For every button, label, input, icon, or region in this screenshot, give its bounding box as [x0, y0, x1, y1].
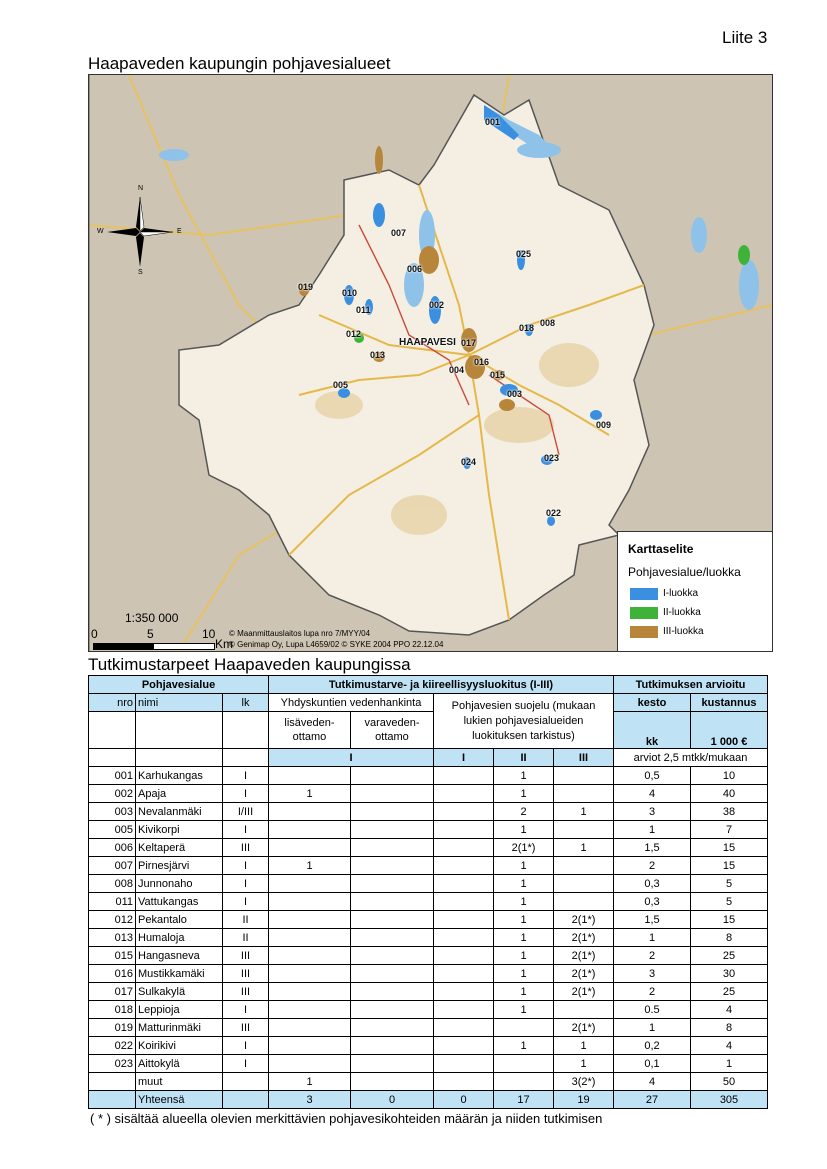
page-label: Liite 3: [722, 28, 768, 47]
total-label: Yhteensä: [136, 1091, 223, 1109]
cell-lk: [223, 1073, 269, 1091]
cell-lk: I: [223, 857, 269, 875]
cell-kesto: 1,5: [614, 839, 691, 857]
cell-nro: 018: [89, 1001, 136, 1019]
cell-vara: [351, 893, 434, 911]
cell-kust: 30: [691, 965, 768, 983]
area-label: 007: [391, 228, 407, 238]
cell-s2: 1: [494, 875, 554, 893]
cell-vara: [351, 839, 434, 857]
cell-lisa: [269, 875, 351, 893]
cell-vara: [351, 785, 434, 803]
cell-kesto: 1: [614, 1019, 691, 1037]
cell-s1: [434, 767, 494, 785]
cell-nimi: Leppioja: [136, 1001, 223, 1019]
cell-s1: [434, 929, 494, 947]
cell-nimi: Mustikkamäki: [136, 965, 223, 983]
table-row: [89, 1001, 768, 1019]
cell-kesto: 3: [614, 965, 691, 983]
cell-kust: 7: [691, 821, 768, 839]
header-area: Pohjavesialue: [89, 676, 269, 694]
cell-s2: [494, 1073, 554, 1091]
scale-ratio: 1:350 000: [125, 611, 179, 625]
cell-kust: 40: [691, 785, 768, 803]
cell-vara: [351, 1073, 434, 1091]
header-nro: nro: [89, 694, 136, 712]
cell-s2: 1: [494, 965, 554, 983]
cell-s3: 2(1*): [554, 965, 614, 983]
header-class-III: III: [554, 749, 614, 767]
cell-s3: [554, 893, 614, 911]
table-row: [89, 911, 768, 929]
cell-lk: I: [223, 1037, 269, 1055]
cell-kust: 10: [691, 767, 768, 785]
table-row: [89, 821, 768, 839]
area-label: 008: [540, 318, 556, 328]
cell-kesto: 1: [614, 821, 691, 839]
cell-lk: I/III: [223, 803, 269, 821]
cell-lisa: [269, 1055, 351, 1073]
cell-vara: [351, 1019, 434, 1037]
table-row: [89, 1037, 768, 1055]
cell-kust: 15: [691, 911, 768, 929]
cell-nro: 017: [89, 983, 136, 1001]
cell-kesto: 0,3: [614, 893, 691, 911]
cell-s3: 1: [554, 1055, 614, 1073]
table-row: [89, 839, 768, 857]
cell-s3: 2(1*): [554, 929, 614, 947]
scale-tick: 0: [91, 627, 98, 641]
cell-s1: [434, 785, 494, 803]
cell-kesto: 1,5: [614, 911, 691, 929]
cell-nimi: Junnonaho: [136, 875, 223, 893]
cell-s3: 3(2*): [554, 1073, 614, 1091]
cell-lk: II: [223, 929, 269, 947]
cell-vara: [351, 1001, 434, 1019]
cell-vara: [351, 857, 434, 875]
cell-kust: 8: [691, 1019, 768, 1037]
cell-vara: [351, 947, 434, 965]
cell-s1: [434, 803, 494, 821]
footnote: ( * ) sisältää alueella olevien merkittävien pohjavesikohteiden määrän ja niiden tutkimisen: [90, 1111, 603, 1126]
cell-s3: [554, 1001, 614, 1019]
cell-vara: [351, 875, 434, 893]
cell-lk: III: [223, 839, 269, 857]
cell-s1: [434, 1037, 494, 1055]
cell-nro: 022: [89, 1037, 136, 1055]
table-row: [89, 929, 768, 947]
scale-bar-graphic: [93, 643, 215, 650]
cell-kesto: 0.5: [614, 1001, 691, 1019]
table-row: [89, 857, 768, 875]
cell-nimi: Keltaperä: [136, 839, 223, 857]
table-row: [89, 1073, 768, 1091]
cell-s2: 1: [494, 983, 554, 1001]
cell-s2: 1: [494, 1037, 554, 1055]
area-label: 010: [342, 288, 358, 298]
cell-lisa: 1: [269, 785, 351, 803]
legend-swatch: [630, 626, 658, 638]
cell-s1: [434, 965, 494, 983]
cell-vara: [351, 929, 434, 947]
table-row: [89, 947, 768, 965]
cell-kesto: 0,2: [614, 1037, 691, 1055]
cell-nimi: Nevalanmäki: [136, 803, 223, 821]
cell-vara: [351, 911, 434, 929]
map-title: Haapaveden kaupungin pohjavesialueet: [88, 54, 391, 73]
cell-nro: 008: [89, 875, 136, 893]
cell-lisa: [269, 1037, 351, 1055]
table-row: [89, 983, 768, 1001]
header-row: [89, 676, 768, 694]
cell-lisa: [269, 839, 351, 857]
cell: [223, 749, 269, 767]
cell-lk: III: [223, 983, 269, 1001]
header-arviot: arviot 2,5 mtkk/mukaan: [614, 749, 768, 767]
header-needs: Tutkimustarve- ja kiireellisyysluokitus (I-III): [269, 676, 614, 694]
total-s1: 0: [434, 1091, 494, 1109]
cell-lisa: [269, 929, 351, 947]
compass-rose: [97, 185, 182, 277]
total-kust: 305: [691, 1091, 768, 1109]
cell: [136, 749, 223, 767]
cell-nro: 019: [89, 1019, 136, 1037]
header-vara: varaveden-ottamo: [351, 712, 434, 749]
cell-lk: I: [223, 785, 269, 803]
cell-kesto: 2: [614, 983, 691, 1001]
cell-lisa: [269, 767, 351, 785]
cell-nro: 011: [89, 893, 136, 911]
cell-s2: 1: [494, 893, 554, 911]
table-row: [89, 785, 768, 803]
area-label: 009: [596, 420, 612, 430]
cell-s3: [554, 875, 614, 893]
header-yhd: Yhdyskuntien vedenhankinta: [269, 694, 434, 712]
cell-nro: 023: [89, 1055, 136, 1073]
header-nimi: nimi: [136, 694, 223, 712]
cell-s3: [554, 785, 614, 803]
cell-nimi: Kivikorpi: [136, 821, 223, 839]
cell-kust: 25: [691, 947, 768, 965]
table-row: [89, 1055, 768, 1073]
total-s3: 19: [554, 1091, 614, 1109]
area-label: 023: [544, 453, 560, 463]
cell-lk: I: [223, 1055, 269, 1073]
cell-s1: [434, 893, 494, 911]
header-lisa: lisäveden-ottamo: [269, 712, 351, 749]
cell-s2: 1: [494, 911, 554, 929]
cell: [89, 1091, 136, 1109]
cell-lisa: [269, 947, 351, 965]
cell-nimi: Pirnesjärvi: [136, 857, 223, 875]
map-copyright: [229, 628, 443, 650]
table-row: [89, 875, 768, 893]
legend-title: Karttaselite: [628, 542, 694, 556]
cell-kust: 4: [691, 1001, 768, 1019]
cell-vara: [351, 767, 434, 785]
area-label: 025: [516, 249, 532, 259]
cell-s1: [434, 875, 494, 893]
area-label: 006: [407, 264, 423, 274]
area-label: 018: [519, 323, 535, 333]
cell-s2: 1: [494, 947, 554, 965]
header-kust: kustannus: [691, 694, 768, 712]
cell-s2: [494, 1019, 554, 1037]
cell-nimi: Koirikivi: [136, 1037, 223, 1055]
header-row: [89, 712, 768, 749]
compass-w: W: [97, 228, 104, 235]
cell-kust: 8: [691, 929, 768, 947]
cell-kesto: 0,5: [614, 767, 691, 785]
cell-s3: 1: [554, 803, 614, 821]
cell-s2: 1: [494, 857, 554, 875]
cell-s1: [434, 1073, 494, 1091]
copyright-line: © Genimap Oy, Lupa L4659/02 © SYKE 2004 PPO 22.12.04: [229, 640, 444, 649]
cell-s1: [434, 911, 494, 929]
cell: [223, 712, 269, 749]
header-lk: lk: [223, 694, 269, 712]
cell-kust: 38: [691, 803, 768, 821]
area-label: 024: [461, 457, 477, 467]
cell-s1: [434, 839, 494, 857]
cell-s2: 1: [494, 767, 554, 785]
cell-lisa: [269, 893, 351, 911]
cell-vara: [351, 983, 434, 1001]
cell-kesto: 2: [614, 947, 691, 965]
cell-s1: [434, 947, 494, 965]
cell-lisa: [269, 1001, 351, 1019]
legend-label: II-luokka: [663, 607, 701, 618]
cell-kesto: 0,3: [614, 875, 691, 893]
cell-s2: 1: [494, 785, 554, 803]
area-label: 013: [370, 350, 386, 360]
cell-nimi: Matturinmäki: [136, 1019, 223, 1037]
compass-n: N: [138, 185, 144, 192]
cell-lk: I: [223, 893, 269, 911]
cell-nro: 006: [89, 839, 136, 857]
cell-nro: 001: [89, 767, 136, 785]
cell-s3: 2(1*): [554, 1019, 614, 1037]
cell-lisa: [269, 1019, 351, 1037]
total-s2: 17: [494, 1091, 554, 1109]
header-eur: 1 000 €: [691, 712, 768, 749]
area-label: 003: [507, 389, 523, 399]
map-legend: [617, 531, 772, 651]
area-label: 005: [333, 380, 349, 390]
cell-nro: [89, 1073, 136, 1091]
cell-s3: 2(1*): [554, 947, 614, 965]
cell-lisa: 1: [269, 857, 351, 875]
area-label: 002: [429, 300, 445, 310]
header-kk: kk: [614, 712, 691, 749]
cell-vara: [351, 803, 434, 821]
table-row: [89, 1019, 768, 1037]
cell-kesto: 3: [614, 803, 691, 821]
area-label: 012: [346, 329, 362, 339]
cell-lk: III: [223, 947, 269, 965]
cell-nro: 013: [89, 929, 136, 947]
cell-s1: [434, 821, 494, 839]
cell-vara: [351, 965, 434, 983]
cell-nro: 003: [89, 803, 136, 821]
cell: [136, 712, 223, 749]
cell-s1: [434, 1055, 494, 1073]
cell-nimi: Karhukangas: [136, 767, 223, 785]
groundwater-map: [88, 74, 773, 652]
cell-s2: 1: [494, 1001, 554, 1019]
scale-tick: 5: [147, 627, 154, 641]
scale-tick: 10: [202, 627, 216, 641]
cell-lisa: 1: [269, 1073, 351, 1091]
cell-s2: 2: [494, 803, 554, 821]
cell-nro: 012: [89, 911, 136, 929]
cell-nimi: Pekantalo: [136, 911, 223, 929]
cell-s3: 2(1*): [554, 983, 614, 1001]
cell-kust: 5: [691, 875, 768, 893]
legend-item: [630, 625, 704, 638]
cell-nimi: Sulkakylä: [136, 983, 223, 1001]
cell-lk: I: [223, 767, 269, 785]
cell-kust: 1: [691, 1055, 768, 1073]
table-title: Tutkimustarpeet Haapaveden kaupungissa: [88, 655, 411, 674]
cell-lk: I: [223, 1001, 269, 1019]
scale-bar: [89, 607, 239, 651]
cell-lk: II: [223, 911, 269, 929]
table-row: [89, 803, 768, 821]
legend-swatch: [630, 607, 658, 619]
compass-e: E: [177, 228, 182, 235]
copyright-line: © Maanmittauslaitos lupa nro 7/MYY/04: [229, 629, 371, 638]
cell-s2: 2(1*): [494, 839, 554, 857]
cell-nimi: Aittokylä: [136, 1055, 223, 1073]
header-row: [89, 749, 768, 767]
cell-kesto: 2: [614, 857, 691, 875]
cell-s1: [434, 983, 494, 1001]
cell-s3: [554, 821, 614, 839]
cell-s3: [554, 857, 614, 875]
total-vara: 0: [351, 1091, 434, 1109]
header-estimate: Tutkimuksen arvioitu: [614, 676, 768, 694]
header-row: [89, 694, 768, 712]
cell-nro: 016: [89, 965, 136, 983]
cell-s1: [434, 1019, 494, 1037]
research-needs-table: [88, 675, 768, 1109]
cell-s1: [434, 1001, 494, 1019]
legend-subtitle: Pohjavesialue/luokka: [628, 565, 741, 579]
table-row: [89, 893, 768, 911]
cell-nro: 005: [89, 821, 136, 839]
cell-lk: III: [223, 965, 269, 983]
cell-kesto: 0,1: [614, 1055, 691, 1073]
cell-s3: 2(1*): [554, 911, 614, 929]
cell-lk: I: [223, 875, 269, 893]
cell: [223, 1091, 269, 1109]
cell-nro: 015: [89, 947, 136, 965]
cell-vara: [351, 821, 434, 839]
legend-label: I-luokka: [663, 588, 699, 599]
cell-nro: 002: [89, 785, 136, 803]
cell-kust: 25: [691, 983, 768, 1001]
cell-lisa: [269, 983, 351, 1001]
cell-nro: 007: [89, 857, 136, 875]
cell: [89, 712, 136, 749]
cell-lisa: [269, 911, 351, 929]
total-row: [89, 1091, 768, 1109]
town-label: HAAPAVESI: [399, 337, 456, 348]
cell-lisa: [269, 965, 351, 983]
area-label: 017: [461, 338, 477, 348]
cell-vara: [351, 1055, 434, 1073]
cell-s2: 1: [494, 929, 554, 947]
total-lisa: 3: [269, 1091, 351, 1109]
cell-lisa: [269, 821, 351, 839]
scale-unit: Km: [215, 637, 233, 651]
compass-s: S: [138, 269, 143, 276]
cell-s3: [554, 767, 614, 785]
header-kesto: kesto: [614, 694, 691, 712]
cell-nimi: Apaja: [136, 785, 223, 803]
table-row: [89, 965, 768, 983]
legend-item: [630, 606, 701, 619]
legend-item: [630, 587, 698, 600]
cell-kust: 50: [691, 1073, 768, 1091]
area-label: 001: [485, 117, 501, 127]
cell-nimi: muut: [136, 1073, 223, 1091]
cell-kesto: 4: [614, 1073, 691, 1091]
header-class-I: I: [434, 749, 494, 767]
cell-s2: 1: [494, 821, 554, 839]
cell-nimi: Vattukangas: [136, 893, 223, 911]
area-label: 022: [546, 508, 562, 518]
cell: [89, 749, 136, 767]
cell-lisa: [269, 803, 351, 821]
header-suojelu: Pohjavesien suojelu (mukaan lukien pohjavesialueiden luokituksen tarkistus): [434, 694, 614, 749]
cell-lk: I: [223, 821, 269, 839]
total-kesto: 27: [614, 1091, 691, 1109]
area-label: 015: [490, 370, 506, 380]
cell-nimi: Humaloja: [136, 929, 223, 947]
cell-s3: 1: [554, 839, 614, 857]
header-class-II: II: [494, 749, 554, 767]
cell-s2: [494, 1055, 554, 1073]
area-label: 004: [449, 365, 465, 375]
cell-s1: [434, 857, 494, 875]
header-class-I-yhd: I: [269, 749, 434, 767]
cell-vara: [351, 1037, 434, 1055]
cell-kesto: 4: [614, 785, 691, 803]
cell-lk: III: [223, 1019, 269, 1037]
legend-swatch: [630, 588, 658, 600]
cell-kust: 15: [691, 839, 768, 857]
area-label: 019: [298, 282, 314, 292]
cell-kust: 4: [691, 1037, 768, 1055]
cell-s3: 1: [554, 1037, 614, 1055]
cell-kust: 15: [691, 857, 768, 875]
legend-label: III-luokka: [663, 626, 704, 637]
area-label: 011: [356, 305, 371, 315]
cell-kust: 5: [691, 893, 768, 911]
compass-rose-icon: [103, 187, 177, 277]
table-row: [89, 767, 768, 785]
area-label: 016: [474, 357, 490, 367]
cell-nimi: Hangasneva: [136, 947, 223, 965]
cell-kesto: 1: [614, 929, 691, 947]
